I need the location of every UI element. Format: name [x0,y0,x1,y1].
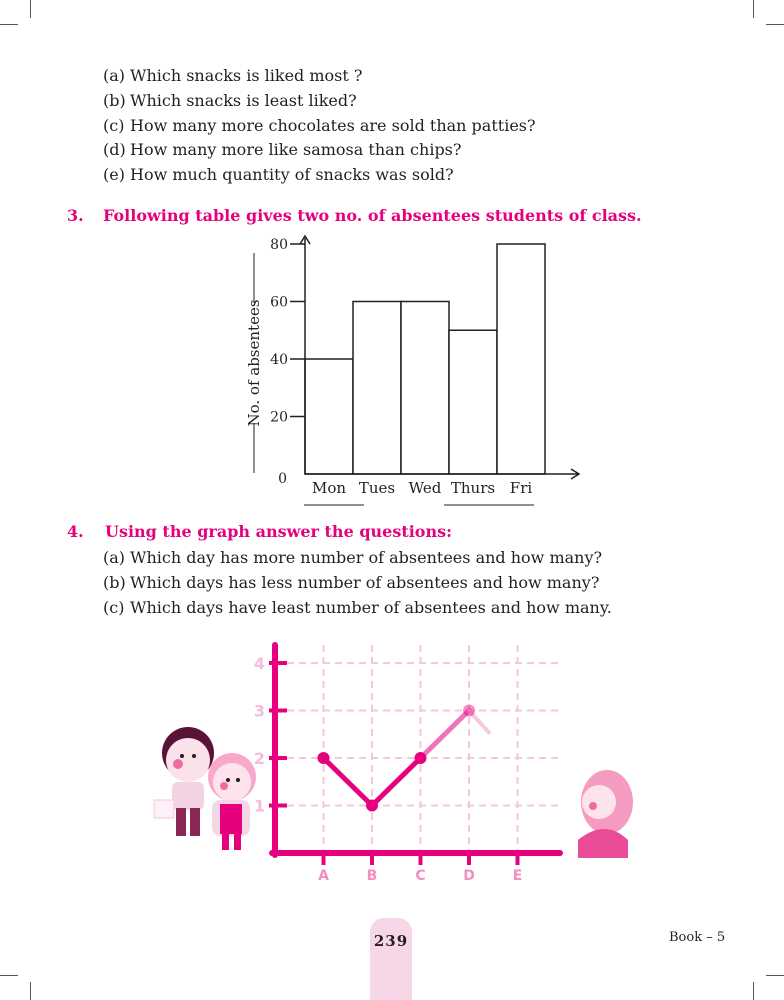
y-axis-label: No. of absentees [245,299,263,427]
x-tick-label: Wed [408,479,442,497]
girl-dress [220,804,242,834]
y-tick-label: 1 [253,796,265,816]
series-segment [421,711,470,759]
sitting-girl-illustration [578,770,633,858]
question-a: (a) Which snacks is liked most ? [103,66,363,85]
x-tick-label: Fri [509,479,533,497]
absentees-bar-chart [230,228,590,518]
y-tick-label: 2 [253,749,265,768]
x-tick-label: D [463,868,475,880]
book-label: Book – 5 [669,930,726,945]
y-ticks-group [270,237,305,487]
x-labels-group [318,868,522,880]
data-point [318,752,330,764]
sitting-girl-cheek [589,802,597,810]
boy-shirt [172,782,204,810]
crop-mark [30,982,31,1000]
crop-mark [0,975,18,976]
boy-eye [180,754,184,758]
bar-mon [305,359,353,474]
bar-wed [401,302,449,475]
sitting-girl-body [578,829,628,858]
boy-cheek [173,759,183,769]
question-b: (b) Which snacks is least liked? [103,91,357,110]
x-tick-label: A [318,868,329,880]
crop-mark [30,0,31,18]
girl-cheek [220,782,228,790]
crop-mark [766,975,784,976]
y-tick-label: 3 [253,701,265,721]
question-4a: (a) Which day has more number of absentees and how many? [103,548,603,567]
y-axis-label-group [245,253,263,473]
y-tick-label: 0 [278,471,287,487]
x-tick-label: Mon [311,479,347,497]
x-tick-label: Tues [358,479,396,497]
bar-group [305,244,545,474]
decorative-line-graph [150,640,640,880]
y-tick-label: 4 [253,654,265,673]
data-point [463,705,475,717]
question-4c: (c) Which days have least number of absentees and how many. [103,598,612,617]
x-labels-group [312,479,532,497]
x-tick-label: B [366,868,378,880]
bar-tues [353,302,401,475]
tick-group [254,654,518,865]
boy-paper [154,800,174,818]
data-point [366,800,378,812]
question-e: (e) How much quantity of snacks was sold? [103,165,454,184]
bar-thurs [449,330,497,474]
bar-fri [497,244,545,474]
crop-mark [0,24,18,25]
data-point [415,752,427,764]
girl-eye [226,778,230,782]
crop-mark [766,24,784,25]
boy-leg [176,808,186,836]
page-number: 239 [373,932,409,950]
girl-illustration [208,753,256,850]
girl-leg [234,832,241,850]
girl-eye [236,778,240,782]
series-segment [372,758,421,806]
grid-group [275,645,560,853]
crop-mark [753,0,754,18]
girl-leg [222,832,229,850]
y-tick-label: 40 [270,352,288,368]
y-tick-label: 20 [270,409,288,426]
y-tick-label: 80 [270,237,288,253]
boy-eye [192,754,196,758]
boy-face [166,738,210,782]
sitting-girl-face [582,785,616,819]
boy-illustration [154,727,214,836]
x-tick-label: Thurs [450,479,496,497]
series-group [318,705,490,812]
page-number-tab [370,918,412,1000]
girl-face [213,763,251,801]
series-segment [324,758,373,806]
x-tick-label: C [415,868,426,880]
x-tick-label: E [512,868,523,880]
crop-mark [753,982,754,1000]
question-c: (c) How many more chocolates are sold than patties? [103,116,536,135]
question-4b: (b) Which days has less number of absentees and how many? [103,573,600,592]
y-tick-label: 60 [270,294,288,311]
boy-leg [190,808,200,836]
question-d: (d) How many more like samosa than chips? [103,140,462,159]
